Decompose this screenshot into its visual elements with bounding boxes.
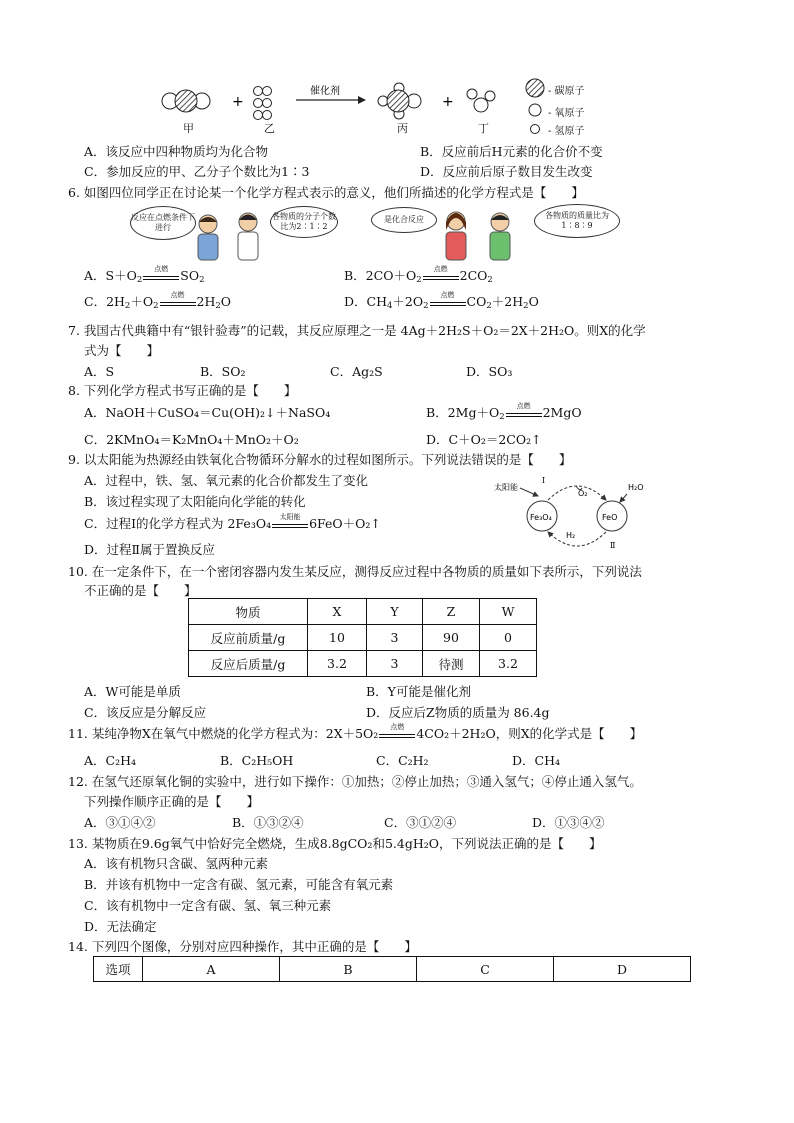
q11-option-a: A．C₂H₄: [84, 753, 137, 768]
legend-hydrogen: - 氢原子: [548, 126, 585, 137]
q10-option-c: C．该反应是分解反应: [84, 705, 207, 720]
q5-option-a: A．该反应中四种物质均为化合物: [84, 144, 269, 159]
molecule-bing: [378, 83, 421, 119]
q10-option-a: A．W可能是单质: [84, 684, 181, 699]
q8-option-a: A．NaOH＋CuSO₄＝Cu(OH)₂↓＋NaSO₄: [84, 405, 331, 420]
svg-text:H₂: H₂: [566, 531, 576, 540]
label-yi: 乙: [264, 122, 275, 135]
molecule-yi: [254, 87, 272, 120]
q8-option-b: B．$2Mg+O_2$ 点燃 2MgO: [426, 401, 582, 422]
q7-option-a: A．S: [84, 364, 115, 379]
svg-text:Ⅰ: Ⅰ: [542, 476, 546, 485]
q6-option-b: B．$2CO+O_2$ 点燃 $2CO_2$: [344, 264, 493, 285]
table-row: 反应前质量/g 10 3 90 0: [189, 625, 537, 651]
q7-stem-line1: 7. 我国古代典籍中有“银针验毒”的记载，其反应原理之一是 4Ag＋2H₂S＋O₂＝2X＋2H₂O。则X的化学: [68, 323, 646, 338]
student-boy-2-icon: [232, 210, 268, 262]
q13-option-a: A．该有机物只含碳、氢两种元素: [84, 856, 269, 871]
label-jia: 甲: [183, 122, 194, 135]
student-girl-icon: [438, 208, 476, 262]
svg-text:O₂: O₂: [578, 489, 588, 498]
q12-option-b: B．①③②④: [232, 815, 304, 830]
q7-option-c: C．Ag₂S: [330, 364, 383, 379]
table-header-row: 物质 X Y Z W: [189, 599, 537, 625]
q11-option-b: B．C₂H₅OH: [220, 753, 294, 768]
mass-table: [188, 598, 537, 677]
bubble-2: 各物质的分子个数比为2∶1∶2: [270, 206, 338, 238]
table-row: 反应后质量/g 3.2 3 待测 3.2: [189, 651, 537, 677]
svg-text:Fe₃O₄: Fe₃O₄: [530, 513, 552, 522]
q9-option-b: B．该过程实现了太阳能向化学能的转化: [84, 494, 306, 509]
table-header-row: 选项 A B C D: [94, 957, 691, 982]
q7-option-b: B．SO₂: [200, 364, 246, 379]
q13-option-d: D．无法确定: [84, 919, 157, 934]
q9-stem: 9. 以太阳能为热源经由铁氧化合物循环分解水的过程如图所示。下列说法错误的是【 】: [68, 452, 572, 467]
bubble-3: 是化合反应: [371, 207, 437, 233]
legend-carbon: - 碳原子: [548, 86, 585, 97]
q8-option-d: D．C＋O₂＝2CO₂↑: [426, 432, 542, 447]
svg-text:FeO: FeO: [602, 513, 618, 522]
q12-option-d: D．①③④②: [532, 815, 605, 830]
q8-stem: 8. 下列化学方程式书写正确的是【 】: [68, 383, 297, 398]
q11-stem: 11. 某纯净物X在氧气中燃烧的化学方程式为：2X＋5O₂ 点燃 4CO₂＋2H₂O，则X的化学式是【 】: [68, 722, 643, 741]
q7-stem-line2: 式为【 】: [84, 343, 160, 358]
plus-sign-2: +: [442, 94, 454, 110]
q12-option-a: A．③①④②: [84, 815, 156, 830]
q8-option-c: C．2KMnO₄＝K₂MnO₄＋MnO₂＋O₂: [84, 432, 299, 447]
q10-option-b: B．Y可能是催化剂: [366, 684, 471, 699]
q5-option-c: C．参加反应的甲、乙分子个数比为1∶3: [84, 164, 310, 179]
bubble-1: 反应在点燃条件下进行: [130, 206, 196, 240]
q11-option-d: D．CH₄: [512, 753, 560, 768]
molecule-jia: [162, 90, 210, 112]
q5-option-b: B．反应前后H元素的化合价不变: [420, 144, 603, 159]
q14-stem: 14. 下列四个图像，分别对应四种操作，其中正确的是【 】: [68, 939, 417, 954]
q6-stem: 6. 如图四位同学正在讨论某一个化学方程式表示的意义，他们所描述的化学方程式是【 】: [68, 185, 584, 200]
catalyst-label: 催化剂: [310, 86, 340, 97]
q6-option-c: C．$2H_2+O_2$ 点燃 $2H_2O$: [84, 290, 232, 311]
atom-legend: [526, 79, 544, 134]
q9-option-d: D．过程Ⅱ属于置换反应: [84, 542, 216, 557]
svg-text:太阳能: 太阳能: [494, 483, 518, 492]
q7-option-d: D．SO₃: [466, 364, 513, 379]
label-bing: 丙: [397, 122, 408, 135]
q13-option-b: B．并该有机物中一定含有碳、氢元素，可能含有氧元素: [84, 877, 394, 892]
q6-option-a: A．$S+O_2$ 点燃 $SO_2$: [84, 264, 205, 285]
q13-option-c: C．该有机物中一定含有碳、氢、氧三种元素: [84, 898, 332, 913]
q12-stem-line1: 12. 在氢气还原氧化铜的实验中，进行如下操作：①加热；②停止加热；③通入氢气；④停止通入氢气。: [68, 774, 642, 789]
svg-text:Ⅱ: Ⅱ: [610, 541, 616, 550]
plus-sign-1: +: [232, 94, 244, 110]
q10-stem-line2: 不正确的是【 】: [84, 583, 197, 598]
label-ding: 丁: [478, 122, 489, 135]
q10-option-d: D．反应后Z物质的质量为 86.4g: [366, 705, 550, 720]
student-boy-3-icon: [484, 210, 520, 262]
q12-stem-line2: 下列操作顺序正确的是【 】: [84, 794, 260, 809]
q9-option-a: A．过程中，铁、氢、氧元素的化合价都发生了变化: [84, 473, 369, 488]
q13-stem: 13. 某物质在9.6g氧气中恰好完全燃烧，生成8.8gCO₂和5.4gH₂O，下列说法正确的是【 】: [68, 836, 602, 851]
q6-option-d: D．$CH_4+2O_2$ 点燃 $CO_2+2H_2O$: [344, 290, 539, 311]
student-boy-1-icon: [192, 212, 228, 262]
iron-oxide-cycle-diagram: [490, 474, 670, 556]
bubble-4: 各物质的质量比为1∶8∶9: [534, 204, 620, 238]
q11-option-c: C．C₂H₂: [376, 753, 429, 768]
q9-option-c: C．过程Ⅰ的化学方程式为 2Fe₃O₄ 太阳能 6FeO＋O₂↑: [84, 512, 381, 531]
q10-stem-line1: 10. 在一定条件下，在一个密闭容器内发生某反应，测得反应过程中各物质的质量如下表所示，下列说法: [68, 564, 642, 579]
svg-text:H₂O: H₂O: [628, 483, 644, 492]
q12-option-c: C．③①②④: [384, 815, 457, 830]
q14-options-table: [93, 956, 691, 982]
molecule-ding: [467, 89, 495, 112]
legend-oxygen: - 氧原子: [548, 108, 585, 119]
q5-option-d: D．反应前后原子数目发生改变: [420, 164, 593, 179]
